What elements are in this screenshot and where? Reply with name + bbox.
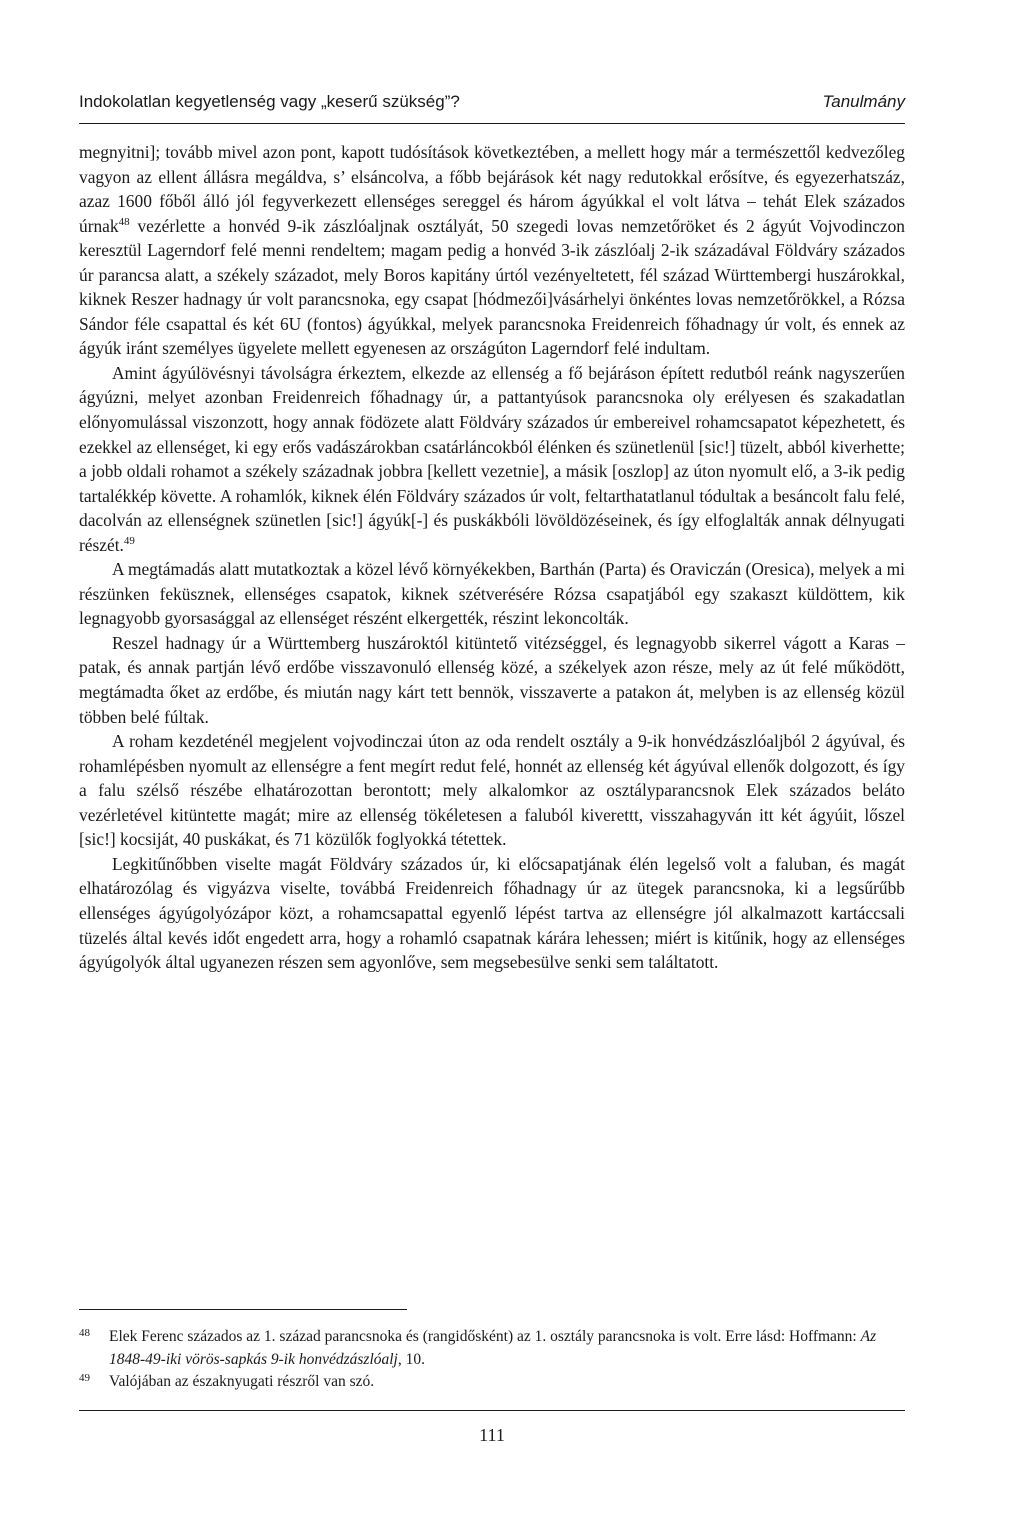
footnote-49 xyxy=(79,1371,905,1394)
footnote-ref-48[interactable]: 48 xyxy=(118,215,130,228)
paragraph-4 xyxy=(79,631,905,729)
footer-rule xyxy=(79,1410,905,1411)
paragraph-2 xyxy=(79,361,905,557)
footnote-ref-49[interactable]: 49 xyxy=(123,534,135,547)
paragraph-5-text: A roham kezdeténél megjelent vojvodinczai úton az oda rendelt osztály a 9-ik honvédzászlóaljból 2 ágyúval, és rohamlépésben nyomult az ellenségre a fent megírt redut felé, honnét az ellenség két ágyúval ellenők dolgozott, és így a falu szélső részébe elhatározottan berontott; mely alkalomkor az osztályparancsnok Elek százados beláto vezérletével kitüntette magát; mire az ellenség tökéletesen a faluból kiverettt, visszahagyván itt két ágyúit, lőszel [sic!] kocsiját, 40 puskákat, és 71 közülők foglyokká tétettek. xyxy=(79,731,905,850)
running-head-section: Tanulmány xyxy=(822,92,905,111)
footnotes xyxy=(79,1326,905,1394)
body-text xyxy=(79,140,905,975)
footnote-citation-tail: , 10. xyxy=(397,1350,425,1368)
paragraph-1 xyxy=(79,140,905,361)
paragraph-6-text: Legkitűnőbben viselte magát Földváry százados úr, ki előcsapatjának élén legelső volt a faluban, és magát elhatározólag és vigyázva viselte, továbbá Freidenreich főhadnagy úr az ütegek parancsnoka, ki a legsűrűbb ellenséges ágyúgolyózápor közt, a rohamcsapattal egyenlő lépést tartva az ellenségre jól alkalmazott kartáccsali tüzelés által kevés időt engedett arra, hogy a rohamló csapatnak kárára lehessen; miért is kitűnik, hogy az ellenséges ágyúgolyók által ugyanezen részen sem agyonlőve, sem megsebesülve senki sem találtatott. xyxy=(79,853,905,973)
footnote-mark: 48 xyxy=(79,1327,90,1339)
page-number: 111 xyxy=(479,1425,505,1445)
paragraph-1-text: megnyitni]; tovább mivel azon pont, kapott tudósítások következtében, a mellett hogy már a természettől kedvezőleg vagyon az ellent állásra megáldva, s’ elsáncolva, a főbb bejárások két nagy redutokkal erősítve, és egyezerhatszáz, azaz 1600 főből álló jól fegyverkezett ellenséges sereggel és három ágyúkkal el volt látva – tehát Elek százados úrnak xyxy=(79,142,905,236)
running-head-title: Indokolatlan kegyetlenség vagy „keserű szükség”? xyxy=(79,92,460,111)
footnote-text: Elek Ferenc százados az 1. század parancsnoka és (rangidősként) az 1. osztály parancsnoka is volt. Erre lásd: Hoffmann: xyxy=(109,1328,861,1345)
paragraph-6 xyxy=(79,852,905,975)
paragraph-3-text: A megtámadás alatt mutatkoztak a közel lévő környékekben, Barthán (Parta) és Oraviczán (Oresica), melyek a mi részünken feküsznek, ellenséges csapatok, kiknek szétverésére Rózsa csapatjából egy szakaszt küldöttem, kik legnagyobb gyorsasággal az ellenséget részént elkergették, részint lekoncolták. xyxy=(79,559,905,629)
footnote-separator xyxy=(79,1309,407,1310)
footnote-cited-title: Az 1848-49-iki vörös-sapkás 9-ik honvédzászlóalj xyxy=(109,1328,877,1368)
paragraph-5 xyxy=(79,729,905,852)
footnote-text: Valójában az északnyugati részről van szó. xyxy=(109,1373,375,1390)
header-rule xyxy=(79,123,905,124)
paragraph-2-text: Amint ágyúlövésnyi távolságra érkeztem, elkezde az ellenség a fő bejáráson épített redutból reánk nagyszerűen ágyúzni, melyet azonban Freidenreich főhadnagy úr, a pattantyúsok parancsnoka oly erélyesen és szakadatlan előnyomulással viszonzott, hogy annak födözete alatt Földváry százados úr embereivel rohamcsapatot képezhetett, és ezekkel az ellenséget, ki egy erős vadászárokban csatárláncokból élénken és szünetlenül [sic!] tüzelt, abból kiverhette; a jobb oldali rohamot a székely századnak jobbra [kellett vezetnie], a másik [oszlop] az úton nyomult elő, a 3-ik pedig tartalékkép követte. A rohamlók, kiknek élén Földváry százados úr volt, feltarthatatlanul tódultak a besáncolt falu felé, dacolván az ellenségnek szünetlen [sic!] ágyúk[-] és puskákbóli lövöldözéseinek, és így elfoglalták annak délnyugati részét. xyxy=(79,362,905,555)
footnote-mark: 49 xyxy=(79,1372,90,1384)
paragraph-4-text: Reszel hadnagy úr a Württemberg huszároktól kitüntető vitézséggel, és legnagyobb sikerrel vágott a Karas – patak, és annak partján lévő erdőbe visszavonuló ellenség közé, a székelyek azon része, mely az út felé működött, megtámadta őket az erdőbe, és miután nagy kárt tett bennök, visszaverte a patakon át, melyben is az ellenség közül többen belé fúltak. xyxy=(79,632,905,727)
running-head xyxy=(79,92,905,118)
footnote-48 xyxy=(79,1326,905,1371)
paragraph-1-text-cont: vezérlette a honvéd 9-ik zászlóaljnak osztályát, 50 szegedi lovas nemzetőröket és 2 ágyút Vojvodinczon keresztül Lagerndorf felé menni rendeltem; magam pedig a honvéd 3-ik zászlóalj 2-ik századával Földváry százados úr parancsa alatt, a székely századot, mely Boros kapitány úrtól vezényeltetett, fél század Württembergi huszárokkal, kiknek Reszer hadnagy úr volt parancsnoka, egy csapat [hódmezői]vásárhelyi önkéntes lovas nemzetőrökkel, a Rózsa Sándor féle csapattal és két 6U (fontos) ágyúkkal, melyek parancsnoka Freidenreich főhadnagy úr volt, és ennek az ágyúk iránt személyes ügyelete mellett egyenesen az országúton Lagerndorf felé indultam. xyxy=(79,215,905,359)
paragraph-3 xyxy=(79,557,905,631)
